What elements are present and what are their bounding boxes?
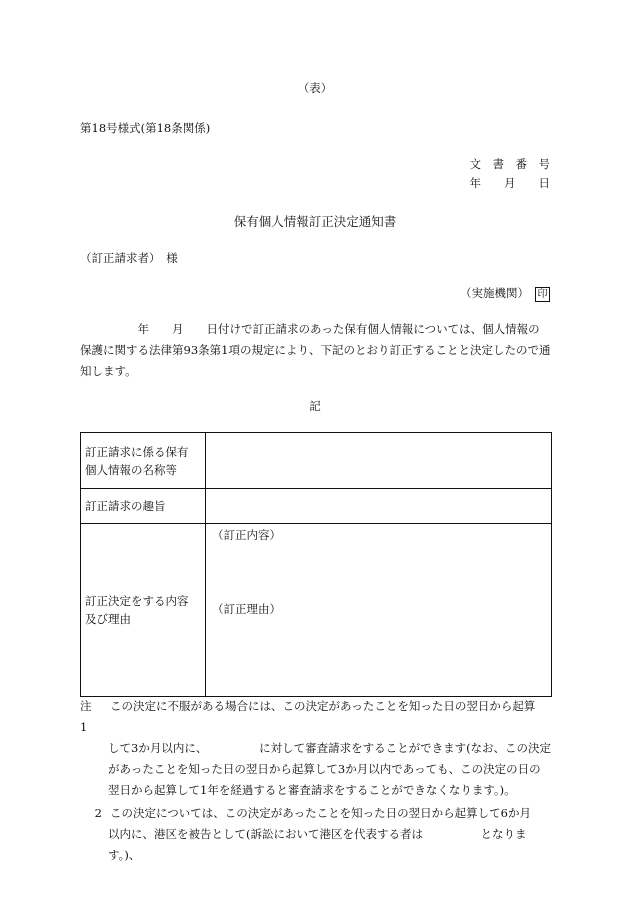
note-number: 1	[80, 720, 88, 734]
date-label: 年 月 日	[469, 176, 550, 190]
note-line: して3か月以内に、 に対して審査請求をすることができます(なお、この決定	[108, 741, 552, 755]
recipient-line: （訂正請求者） 様	[80, 251, 178, 265]
seal-stamp: 印	[535, 287, 550, 302]
label-line: 個人情報の名称等	[85, 462, 177, 477]
row-label-purpose: 訂正請求の趣旨	[81, 489, 206, 524]
note-line: 以内に、港区を被告として(訴訟において港区を代表する者は となります。)、	[108, 827, 527, 862]
note-line: この決定に不服がある場合には、この決定があったことを知った日の翌日から起算	[110, 699, 536, 713]
row-value-decision[interactable]	[206, 524, 552, 697]
note-line: この決定については、この決定があったことを知った日の翌日から起算して6か月	[110, 806, 531, 820]
form-number: 第18号様式(第18条関係)	[80, 121, 211, 135]
body-line: 知します。	[80, 364, 137, 378]
table-row	[81, 433, 552, 489]
correction-content-label: （訂正内容）	[212, 528, 281, 542]
page-side-label: （表）	[297, 81, 333, 95]
note-number: 2	[94, 806, 102, 820]
record-table	[80, 432, 552, 697]
body-paragraph	[80, 319, 552, 382]
correction-reason-label: （訂正理由）	[212, 602, 281, 616]
row-value-record-name[interactable]	[206, 433, 552, 489]
ki-heading: 記	[309, 399, 321, 413]
table-row	[81, 489, 552, 524]
body-line: 保護に関する法律第93条第1項の規定により、下記のとおり訂正することと決定したので通	[80, 343, 551, 357]
agency-line	[460, 285, 550, 302]
row-value-purpose[interactable]	[206, 489, 552, 524]
notes-section	[80, 696, 556, 866]
label-line: 及び理由	[85, 612, 131, 626]
note-prefix: 注	[80, 699, 92, 713]
row-label-decision	[81, 524, 206, 697]
note-item	[80, 803, 556, 824]
note-line: 翌日から起算して1年を経過すると審査請求をすることができなくなります。)。	[108, 783, 516, 797]
label-line: 訂正請求に係る保有	[85, 444, 189, 459]
table-row	[81, 524, 552, 697]
row-label-record-name	[81, 433, 206, 489]
label-line: 訂正決定をする内容	[85, 594, 189, 608]
document-title: 保有個人情報訂正決定通知書	[233, 214, 397, 229]
document-number-label: 文 書 番 号	[469, 157, 550, 171]
agency-label: （実施機関）	[460, 286, 529, 300]
note-line: があったことを知った日の翌日から起算して3か月以内であっても、この決定の日の	[108, 762, 541, 776]
note-item	[80, 696, 556, 738]
body-line: 年 月 日付けで訂正請求のあった保有個人情報については、個人情報の	[80, 322, 540, 336]
